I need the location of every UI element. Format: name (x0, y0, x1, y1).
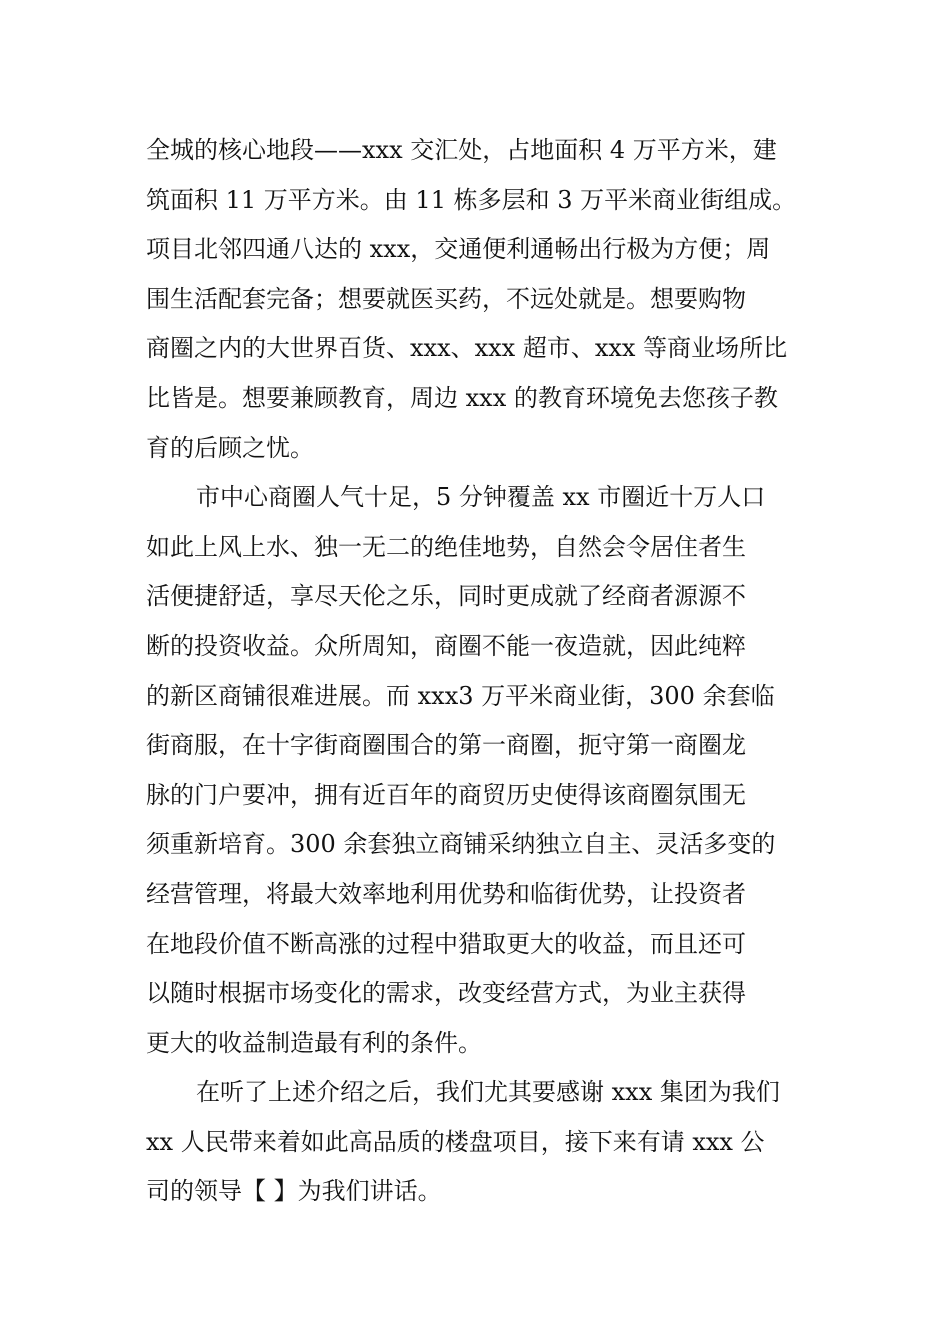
text-line: 须重新培育。300 余套独立商铺采纳独立自主、灵活多变的 (146, 830, 776, 859)
text-line: 筑面积 11 万平方米。由 11 栋多层和 3 万平米商业街组成。 (146, 185, 797, 214)
text-line: 断的投资收益。众所周知，商圈不能一夜造就，因此纯粹 (146, 631, 746, 660)
paragraph-1 (146, 126, 810, 473)
text-line: 项目北邻四通八达的 xxx，交通便利通畅出行极为方便；周 (146, 235, 771, 264)
text-line: xx 人民带来着如此高品质的楼盘项目，接下来有请 xxx 公 (146, 1127, 765, 1156)
paragraph-2 (146, 473, 810, 1068)
text-line: 商圈之内的大世界百货、xxx、xxx 超市、xxx 等商业场所比 (146, 334, 788, 363)
text-line: 全城的核心地段——xxx 交汇处，占地面积 4 万平方米，建 (146, 136, 777, 164)
text-line: 在地段价值不断高涨的过程中猎取更大的收益，而且还可 (146, 929, 746, 958)
text-line: 更大的收益制造最有利的条件。 (146, 1028, 482, 1057)
text-line: 在听了上述介绍之后，我们尤其要感谢 xxx 集团为我们 (196, 1078, 780, 1107)
text-line: 围生活配套完备；想要就医买药，不远处就是。想要购物 (146, 284, 746, 313)
text-line: 的新区商铺很难进展。而 xxx3 万平米商业街，300 余套临 (146, 681, 775, 710)
text-line: 比皆是。想要兼顾教育，周边 xxx 的教育环境免去您孩子教 (146, 383, 778, 412)
text-line: 育的后顾之忧。 (146, 433, 314, 462)
text-line: 街商服，在十字街商圈围合的第一商圈，扼守第一商圈龙 (146, 731, 746, 760)
paragraph-3 (146, 1068, 810, 1217)
text-line: 市中心商圈人气十足，5 分钟覆盖 xx 市圈近十万人口 (196, 483, 766, 512)
text-line: 脉的门户要冲，拥有近百年的商贸历史使得该商圈氛围无 (146, 780, 746, 809)
text-line: 经营管理，将最大效率地利用优势和临街优势，让投资者 (146, 879, 746, 908)
text-line: 以随时根据市场变化的需求，改变经营方式，为业主获得 (146, 979, 746, 1008)
text-line: 司的领导【 】为我们讲话。 (146, 1177, 442, 1206)
text-line: 活便捷舒适，享尽天伦之乐，同时更成就了经商者源源不 (146, 582, 746, 611)
text-line: 如此上风上水、独一无二的绝佳地势，自然会令居住者生 (146, 532, 746, 561)
document-body (146, 126, 810, 1217)
